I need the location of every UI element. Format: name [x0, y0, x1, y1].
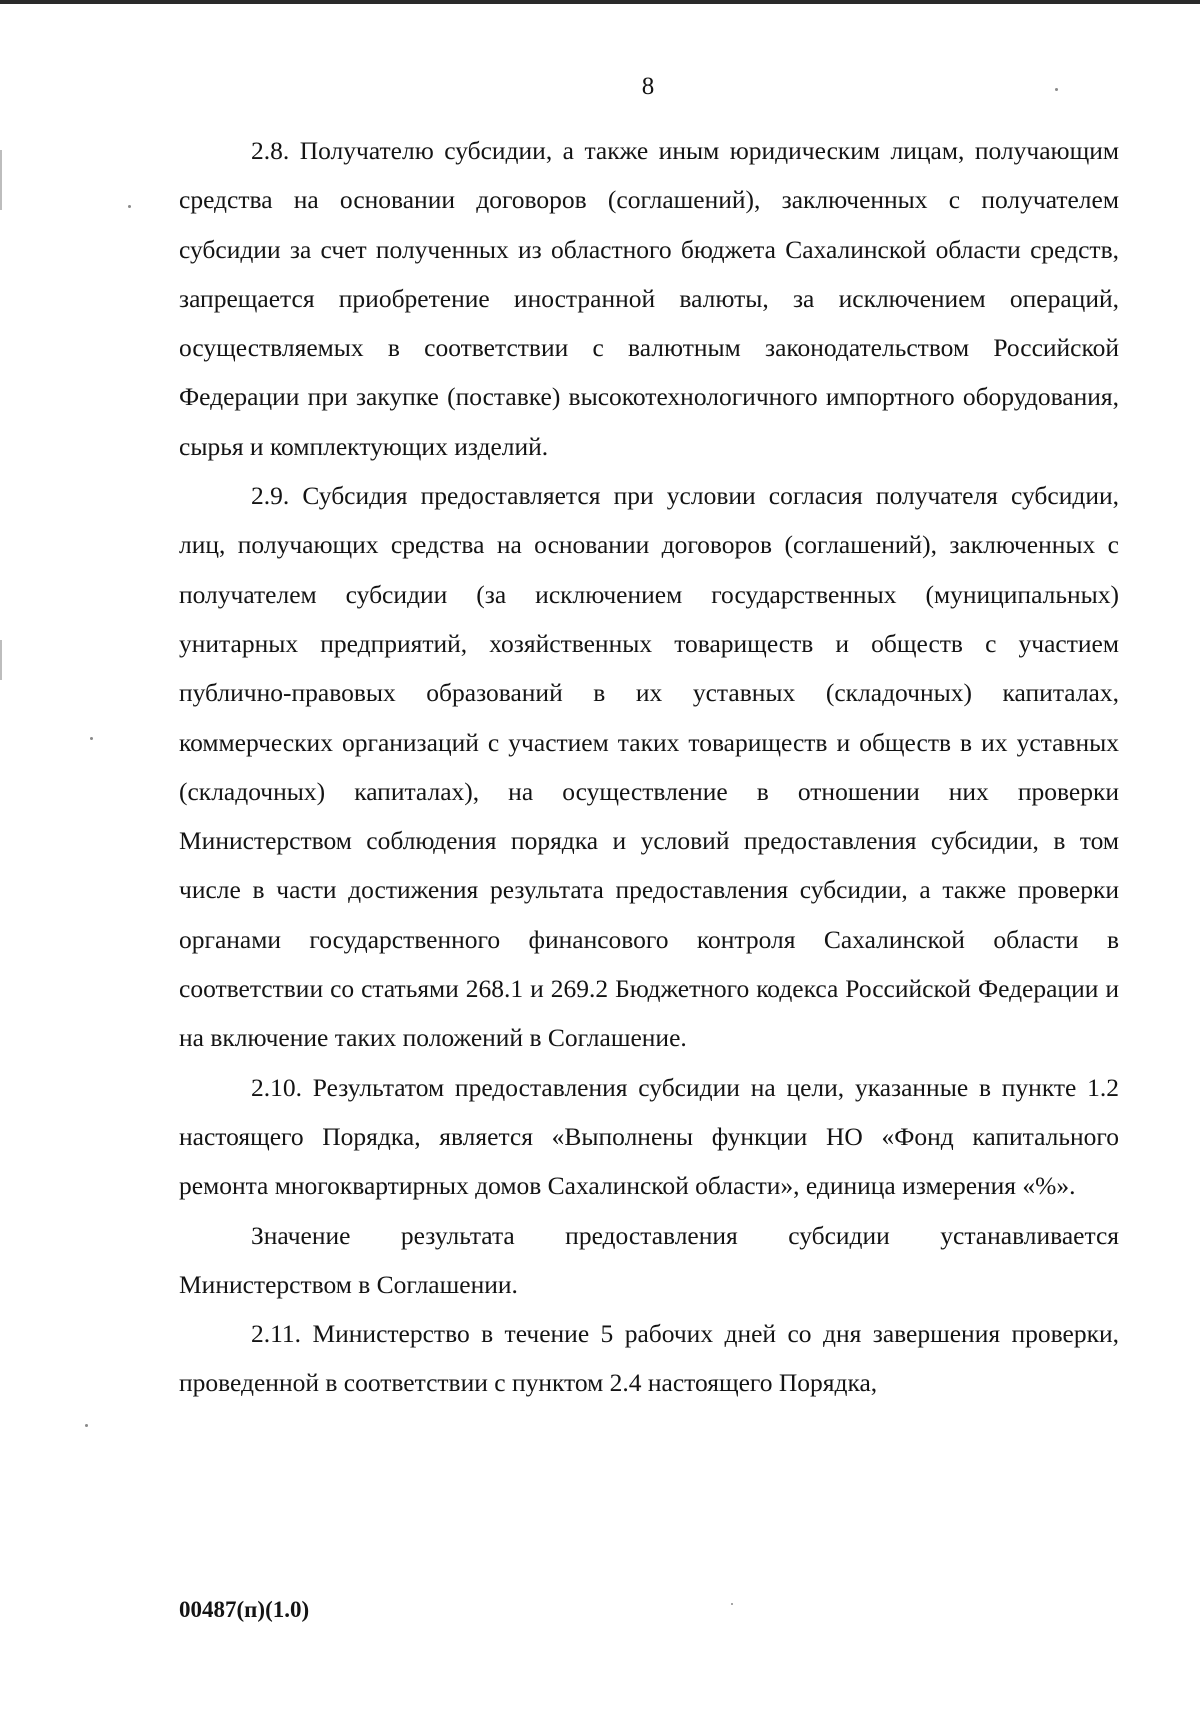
scan-speck	[85, 1424, 88, 1427]
paragraph-2-10: 2.10. Результатом предоставления субсидии на цели, указанные в пункте 1.2 настоящего Порядка, является «Выполнены функции НО «Фонд капитального ремонта многоквартирных домов Сахалинской области», единица измерения «%».	[179, 1072, 1119, 1201]
scan-speck	[731, 1603, 733, 1605]
paragraph-2-8: 2.8. Получателю субсидии, а также иным юридическим лицам, получающим средства на основании договоров (соглашений), заключенных с получателем субсидии за счет полученных из областного бюджета Сахалинской области средств, запрещается приобретение иностранной валюты, за исключением операций, осуществляемых в соответствии с валютным законодательством Российской Федерации при закупке (поставке) высокотехнологичного импортного оборудования, сырья и комплектующих изделий.	[179, 136, 1119, 461]
document-code: 00487(п)(1.0)	[179, 1597, 310, 1622]
paragraph-2-9: 2.9. Субсидия предоставляется при условии согласия получателя субсидии, лиц, получающих средства на основании договоров (соглашений), заключенных с получателем субсидии (за исключением государственных (муниципальных) унитарных предприятий, хозяйственных товариществ и обществ с участием публично-правовых образований в их уставных (складочных) капиталах, коммерческих организаций с участием таких товариществ и обществ в их уставных (складочных) капиталах), на осуществление в отношении них проверки Министерством соблюдения порядка и условий предоставления субсидии, в том числе в части достижения результата предоставления субсидии, а также проверки органами государственного финансового контроля Сахалинской области в соответствии со статьями 268.1 и 269.2 Бюджетного кодекса Российской Федерации и на включение таких положений в Соглашение.	[179, 481, 1119, 1053]
scan-top-edge	[0, 0, 1200, 4]
page-number: 8	[641, 73, 655, 100]
paragraph-result-value: Значение результата предоставления субсидии устанавливается Министерством в Соглашении.	[179, 1220, 1119, 1299]
document-body	[179, 126, 1119, 1408]
paragraph-2-11: 2.11. Министерство в течение 5 рабочих дней со дня завершения проверки, проведенной в соответствии с пунктом 2.4 настоящего Порядка,	[179, 1319, 1119, 1398]
scan-speck	[90, 737, 93, 740]
scan-edge-mark	[0, 640, 2, 680]
scan-edge-mark	[0, 150, 2, 210]
scan-speck	[128, 205, 131, 208]
